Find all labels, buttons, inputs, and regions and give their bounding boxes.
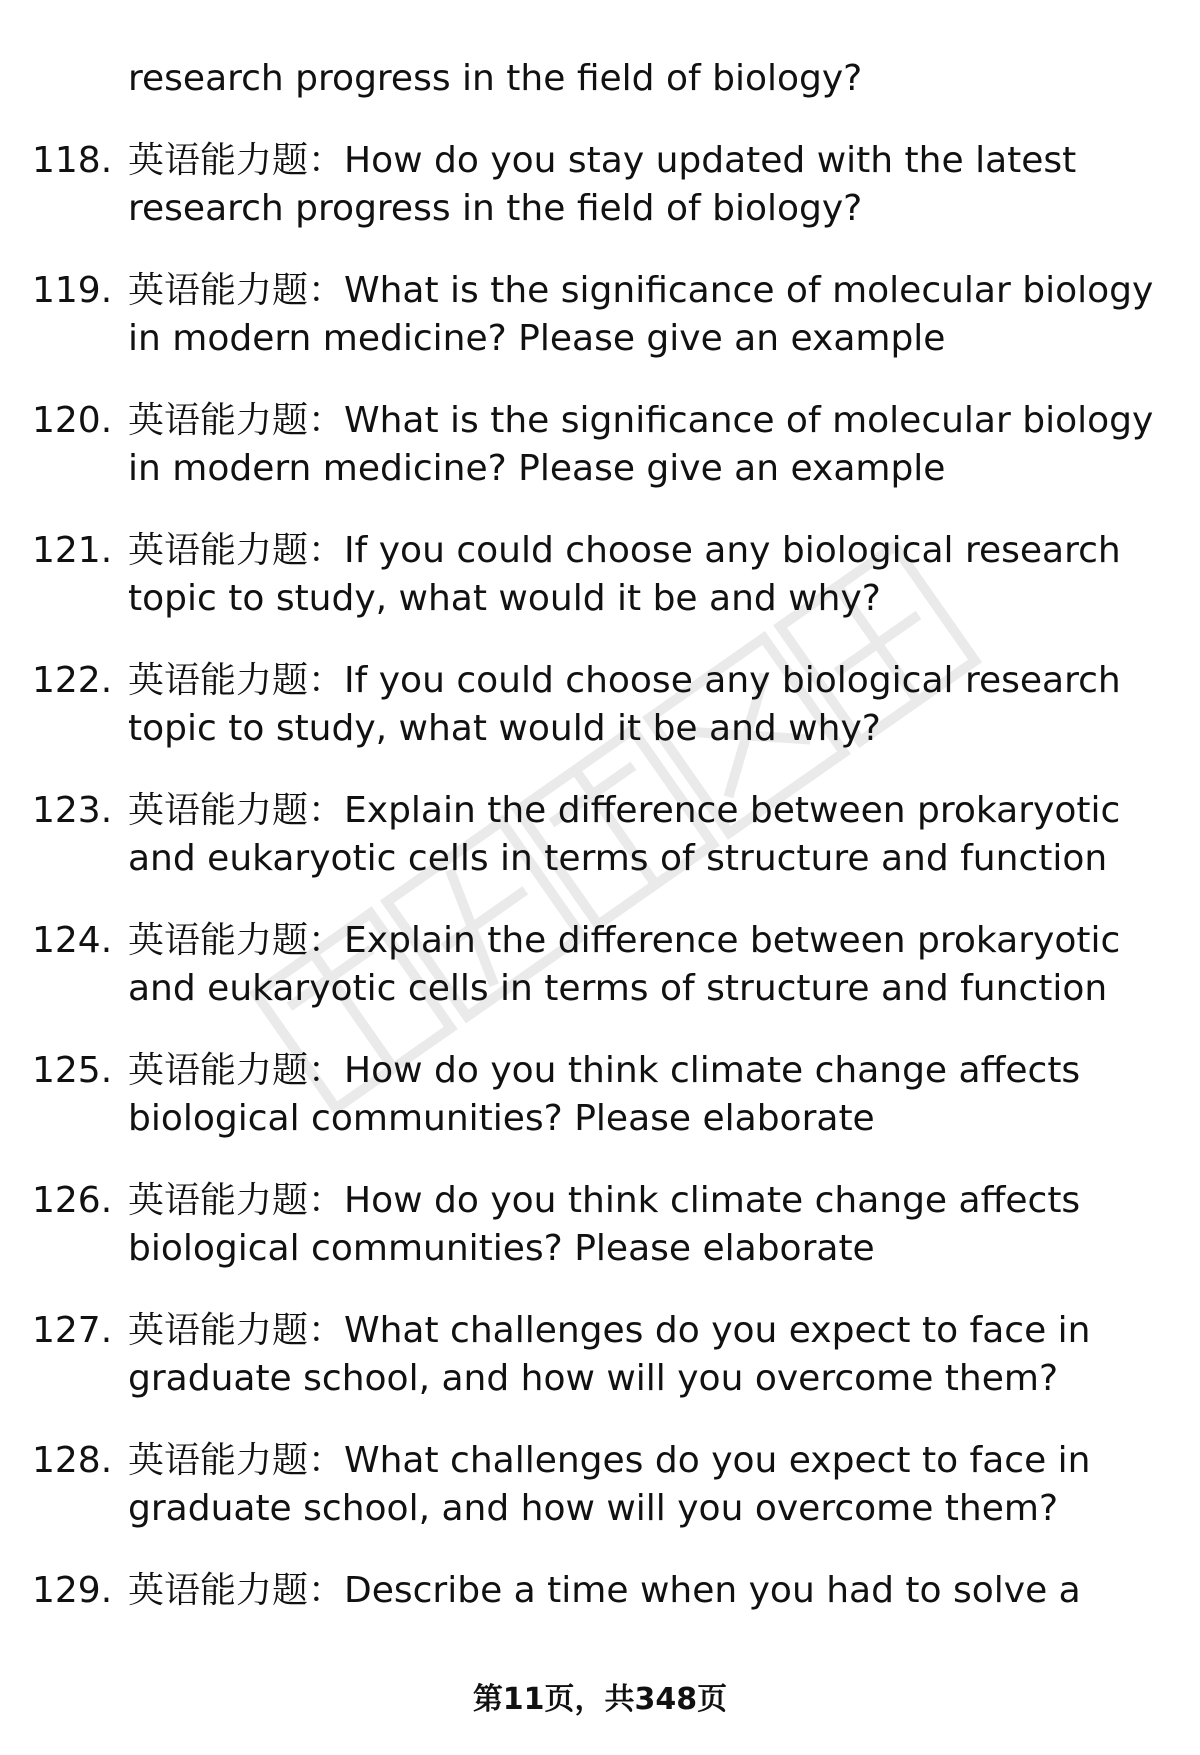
question-item <box>0 267 1200 363</box>
question-text: What challenges do you expect to face in graduate school, and how will you overcome them? <box>128 1310 1091 1399</box>
question-label: 英语能力题： <box>128 1050 345 1091</box>
question-number: 124. <box>32 920 113 961</box>
question-body <box>128 1307 1178 1403</box>
question-body <box>128 137 1178 233</box>
question-label: 英语能力题： <box>128 140 345 181</box>
question-number: 120. <box>32 400 113 441</box>
question-label: 英语能力题： <box>128 400 345 441</box>
question-number: 125. <box>32 1050 113 1091</box>
question-continuation <box>0 55 1200 103</box>
question-body <box>128 657 1178 753</box>
question-label: 英语能力题： <box>128 530 345 571</box>
question-number: 121. <box>32 530 113 571</box>
question-label: 英语能力题： <box>128 790 345 831</box>
question-text: How do you stay updated with the latest research progress in the field of biology? <box>128 140 1077 229</box>
question-body <box>128 527 1178 623</box>
question-label: 英语能力题： <box>128 660 345 701</box>
question-text: What is the significance of molecular biology in modern medicine? Please give an example <box>128 400 1154 489</box>
question-item <box>0 1177 1200 1273</box>
question-label: 英语能力题： <box>128 1570 345 1611</box>
question-text: If you could choose any biological research topic to study, what would it be and why? <box>128 530 1121 619</box>
question-body <box>128 1567 1178 1615</box>
question-body <box>128 787 1178 883</box>
question-text: If you could choose any biological research topic to study, what would it be and why? <box>128 660 1121 749</box>
question-text: How do you think climate change affects biological communities? Please elaborate <box>128 1050 1081 1139</box>
question-number: 118. <box>32 140 113 181</box>
question-item <box>0 917 1200 1013</box>
question-number: 127. <box>32 1310 113 1351</box>
question-item <box>0 787 1200 883</box>
question-text: Explain the difference between prokaryotic and eukaryotic cells in terms of structure and function <box>128 920 1121 1009</box>
question-text: Explain the difference between prokaryotic and eukaryotic cells in terms of structure and function <box>128 790 1121 879</box>
question-text: Describe a time when you had to solve a <box>344 1570 1081 1611</box>
question-body <box>128 1047 1178 1143</box>
question-item <box>0 1307 1200 1403</box>
question-label: 英语能力题： <box>128 1180 345 1221</box>
question-item <box>0 137 1200 233</box>
page-footer <box>0 1680 1200 1720</box>
question-number: 128. <box>32 1440 113 1481</box>
question-item <box>0 1567 1200 1615</box>
question-label: 英语能力题： <box>128 270 345 311</box>
question-label: 英语能力题： <box>128 1310 345 1351</box>
question-body <box>128 917 1178 1013</box>
question-number: 119. <box>32 270 113 311</box>
question-number: 126. <box>32 1180 113 1221</box>
question-text: What is the significance of molecular biology in modern medicine? Please give an example <box>128 270 1154 359</box>
question-item <box>0 397 1200 493</box>
question-list <box>0 55 1200 1649</box>
question-item <box>0 1437 1200 1533</box>
question-label: 英语能力题： <box>128 920 345 961</box>
question-text: What challenges do you expect to face in graduate school, and how will you overcome them? <box>128 1440 1091 1529</box>
question-item <box>0 1047 1200 1143</box>
question-label: 英语能力题： <box>128 1440 345 1481</box>
question-item <box>0 527 1200 623</box>
question-item <box>0 657 1200 753</box>
question-text: How do you think climate change affects biological communities? Please elaborate <box>128 1180 1081 1269</box>
question-body <box>128 1177 1178 1273</box>
question-body <box>128 267 1178 363</box>
question-body <box>128 1437 1178 1533</box>
question-body <box>128 397 1178 493</box>
page-number-label: 第11页，共348页 <box>472 1682 728 1717</box>
question-text: research progress in the field of biology? <box>128 58 863 99</box>
question-number: 122. <box>32 660 113 701</box>
question-number: 129. <box>32 1570 113 1611</box>
question-number: 123. <box>32 790 113 831</box>
